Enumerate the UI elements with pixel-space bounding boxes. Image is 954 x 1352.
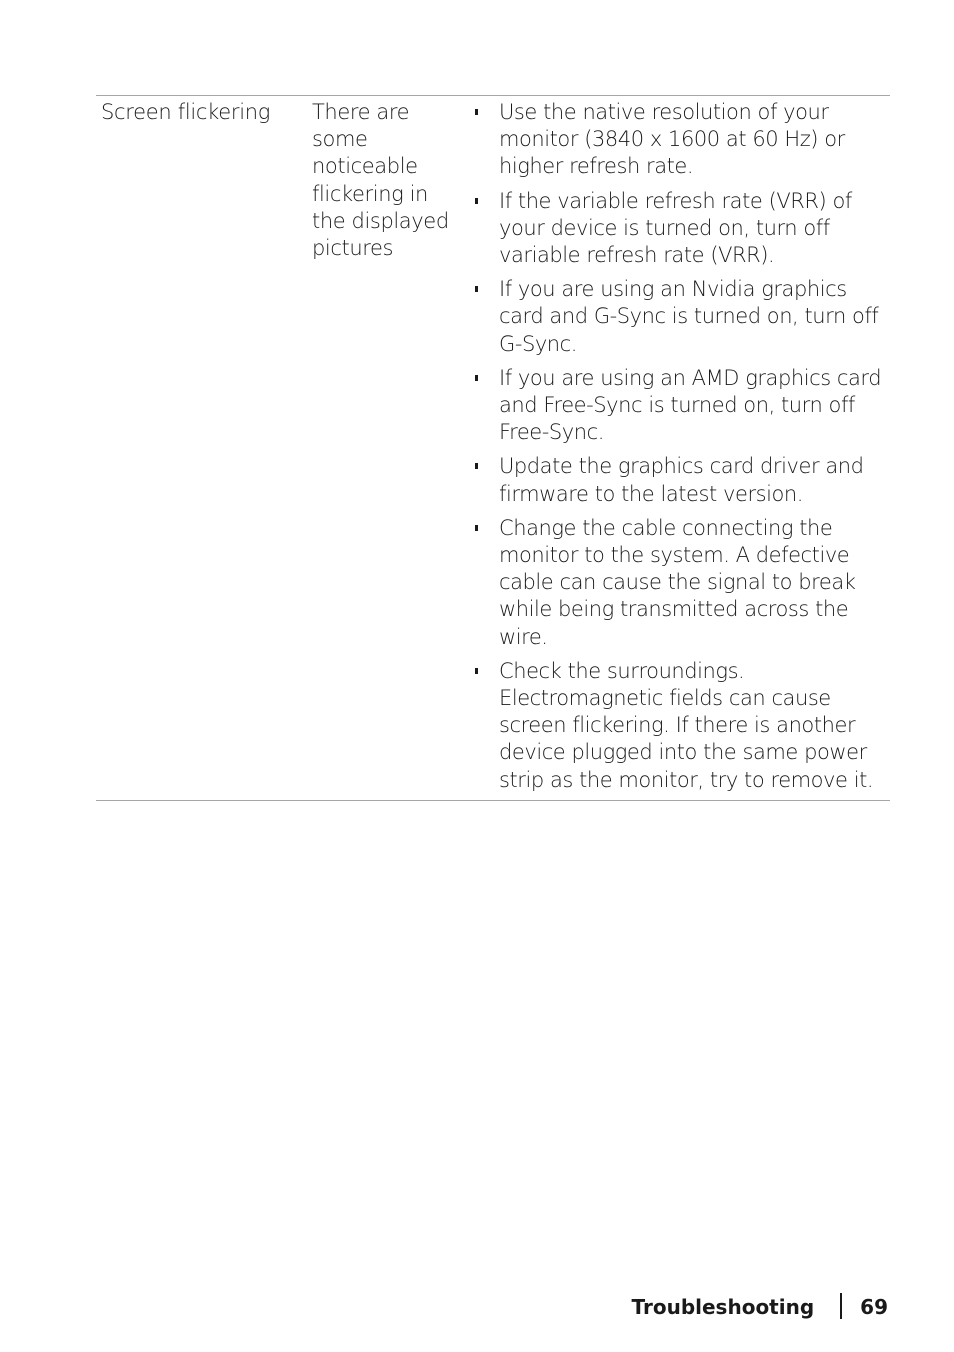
list-item: [473, 99, 888, 181]
table-row: [96, 96, 890, 800]
solution-text: Update the graphics card driver and firmware to the latest version.: [499, 454, 864, 506]
bullet-icon: [475, 198, 478, 204]
problem-cell: Screen flickering: [101, 100, 271, 124]
list-item: [473, 188, 888, 270]
solutions-list: [473, 99, 888, 801]
bullet-icon: [475, 668, 478, 674]
footer-divider: [840, 1293, 842, 1319]
bullet-icon: [475, 525, 478, 531]
solution-text: If the variable refresh rate (VRR) of your device is turned on, turn off variable refresh rate (VRR).: [499, 188, 852, 268]
list-item: [473, 515, 888, 651]
list-item: [473, 365, 888, 447]
solution-text: If you are using an Nvidia graphics card and G-Sync is turned on, turn off G-Sync.: [499, 277, 879, 356]
solution-text: Check the surroundings. Electromagnetic fields can cause screen flickering. If there is another device plugged into the same power strip as the monitor, try to remove it.: [499, 658, 874, 792]
symptom-cell: There are some noticeable flickering in the displayed pictures: [312, 100, 449, 261]
list-item: [473, 453, 888, 507]
page-number: 69: [860, 1295, 888, 1319]
bullet-icon: [475, 286, 478, 292]
list-item: [473, 276, 888, 358]
list-item: [473, 658, 888, 794]
bullet-icon: [475, 463, 478, 469]
solution-text: If you are using an AMD graphics card and Free-Sync is turned on, turn off Free-Sync.: [499, 365, 882, 445]
solution-text: Use the native resolution of your monitor (3840 x 1600 at 60 Hz) or higher refresh rate.: [499, 100, 845, 179]
solution-text: Change the cable connecting the monitor to the system. A defective cable can cause the signal to break while being transmitted across the wire.: [499, 515, 856, 649]
troubleshooting-table: [96, 95, 890, 801]
bullet-icon: [475, 375, 478, 381]
page-footer: [632, 1292, 888, 1322]
footer-section-title: Troubleshooting: [631, 1295, 815, 1319]
bullet-icon: [475, 109, 478, 115]
